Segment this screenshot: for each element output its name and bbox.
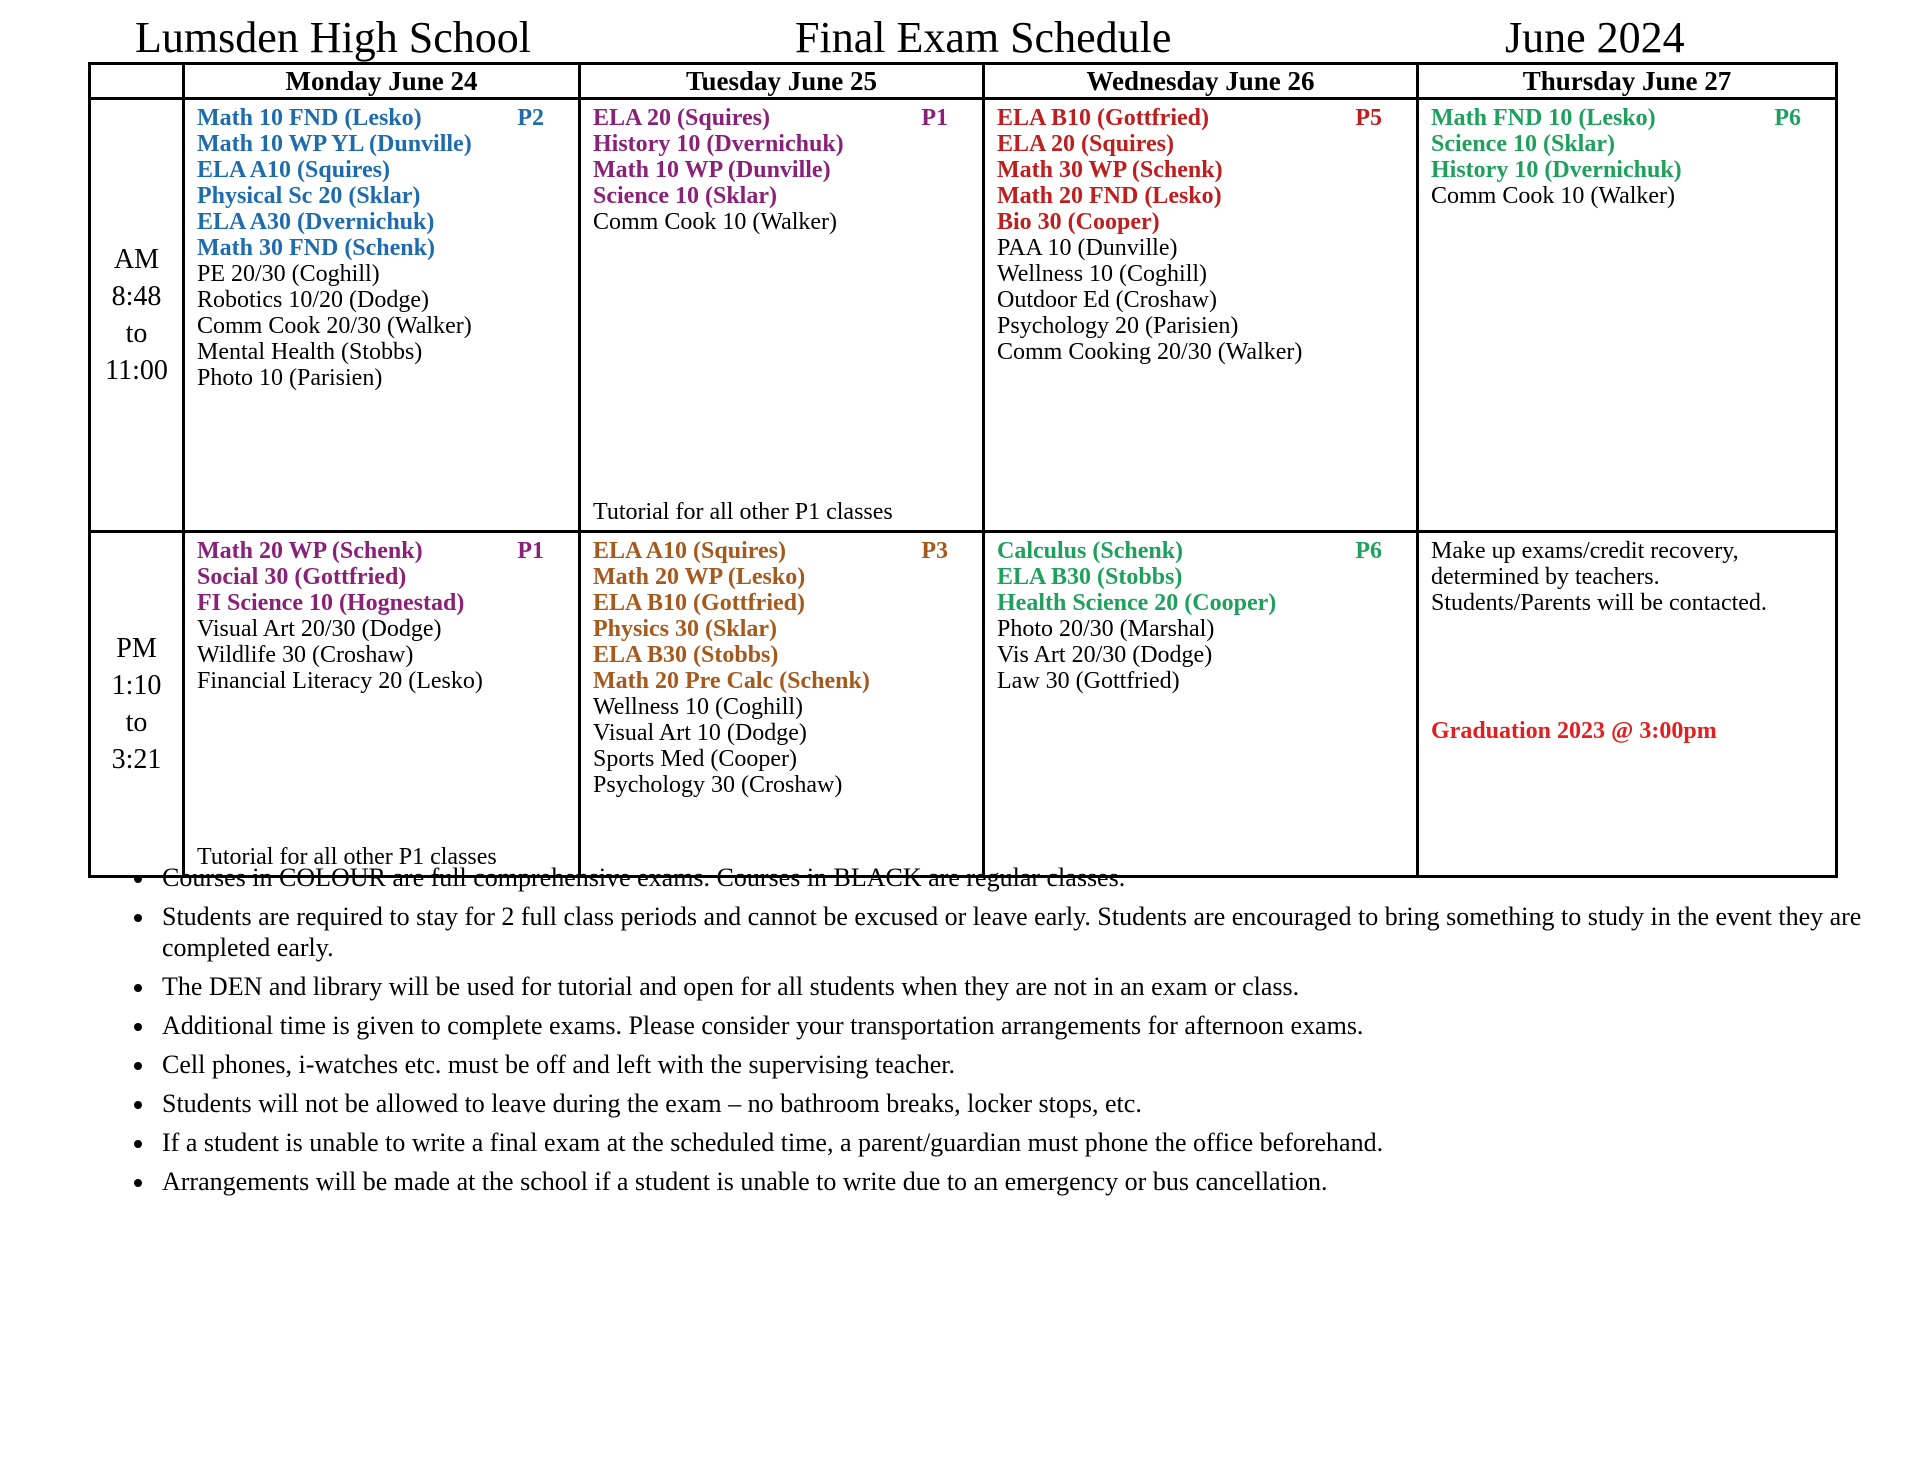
day-cell xyxy=(984,99,1418,532)
time-label xyxy=(90,532,184,877)
time-label-line: to xyxy=(125,318,148,349)
course-line xyxy=(997,261,1408,287)
course-line xyxy=(997,642,1408,668)
course-text: Comm Cook 20/30 (Walker) xyxy=(197,313,472,339)
course-text: Mental Health (Stobbs) xyxy=(197,339,423,365)
course-line xyxy=(197,538,570,564)
course-line xyxy=(197,157,570,183)
course-text: PE 20/30 (Coghill) xyxy=(197,261,380,287)
course-text: PAA 10 (Dunville) xyxy=(997,235,1178,261)
course-line xyxy=(593,538,974,564)
course-text: Comm Cook 10 (Walker) xyxy=(593,209,838,235)
day-cell xyxy=(1418,532,1837,877)
course-text: Math 20 WP (Lesko) xyxy=(593,564,806,590)
day-header-monday: Monday June 24 xyxy=(184,64,580,99)
corner-cell xyxy=(90,64,184,99)
course-line xyxy=(1431,105,1827,131)
course-text: Comm Cooking 20/30 (Walker) xyxy=(997,339,1303,365)
course-line xyxy=(593,209,974,235)
course-text: Calculus (Schenk) xyxy=(997,538,1184,564)
course-text: Visual Art 10 (Dodge) xyxy=(593,720,807,746)
day-cell xyxy=(580,99,984,532)
course-line xyxy=(197,287,570,313)
course-text: Photo 20/30 (Marshal) xyxy=(997,616,1215,642)
time-label-line: PM xyxy=(116,633,157,664)
course-text: ELA B30 (Stobbs) xyxy=(593,642,779,668)
course-text: ELA A30 (Dvernichuk) xyxy=(197,209,435,235)
tutorial-note: Tutorial for all other P1 classes xyxy=(593,499,893,525)
time-label-line: 1:10 xyxy=(111,670,162,701)
day-cell xyxy=(984,532,1418,877)
course-text: Visual Art 20/30 (Dodge) xyxy=(197,616,442,642)
course-line xyxy=(197,365,570,391)
course-text: ELA A10 (Squires) xyxy=(197,157,390,183)
course-text: determined by teachers. xyxy=(1431,564,1660,590)
notes-list xyxy=(104,862,1916,1205)
school-name: Lumsden High School xyxy=(135,13,531,62)
course-line xyxy=(593,642,974,668)
course-text: Vis Art 20/30 (Dodge) xyxy=(997,642,1213,668)
course-line xyxy=(593,746,974,772)
course-text: Sports Med (Cooper) xyxy=(593,746,797,772)
course-line xyxy=(1431,538,1827,564)
graduation-note: Graduation 2023 @ 3:00pm xyxy=(1431,718,1717,744)
note-item: • Students are required to stay for 2 full class periods and cannot be excused or leave early. Students are encouraged to bring something to study in the event they are completed early. xyxy=(156,901,1916,963)
course-line xyxy=(197,313,570,339)
course-line xyxy=(997,105,1408,131)
course-text: Math 10 FND (Lesko) xyxy=(197,105,422,131)
exam-schedule-table xyxy=(88,62,1838,878)
course-line xyxy=(997,157,1408,183)
course-line xyxy=(997,339,1408,365)
course-line xyxy=(593,590,974,616)
course-line xyxy=(997,590,1408,616)
course-text: ELA B10 (Gottfried) xyxy=(997,105,1209,131)
course-line xyxy=(197,590,570,616)
course-line xyxy=(593,564,974,590)
course-text: Financial Literacy 20 (Lesko) xyxy=(197,668,483,694)
schedule-date: June 2024 xyxy=(1505,13,1685,62)
course-line xyxy=(997,183,1408,209)
course-line xyxy=(197,668,570,694)
time-label-line: 3:21 xyxy=(111,744,162,775)
course-text: ELA 20 (Squires) xyxy=(593,105,770,131)
course-line xyxy=(1431,183,1827,209)
course-text: Students/Parents will be contacted. xyxy=(1431,590,1767,616)
course-line xyxy=(197,131,570,157)
period-label: P1 xyxy=(921,105,948,131)
note-item: • If a student is unable to write a final exam at the scheduled time, a parent/guardian must phone the office beforehand. xyxy=(156,1127,1916,1158)
document-title: Final Exam Schedule xyxy=(795,13,1172,62)
course-text: Math 20 Pre Calc (Schenk) xyxy=(593,668,870,694)
course-text: Health Science 20 (Cooper) xyxy=(997,590,1277,616)
day-header-tuesday: Tuesday June 25 xyxy=(580,64,984,99)
day-header-thursday: Thursday June 27 xyxy=(1418,64,1837,99)
time-label-line: to xyxy=(125,707,148,738)
table-header-row xyxy=(90,64,1837,99)
pm-row xyxy=(90,532,1837,877)
time-label-line: 11:00 xyxy=(105,355,168,386)
note-item: • Students will not be allowed to leave during the exam – no bathroom breaks, locker stops, etc. xyxy=(156,1088,1916,1119)
note-item: • The DEN and library will be used for tutorial and open for all students when they are not in an exam or class. xyxy=(156,971,1916,1002)
course-text: Physical Sc 20 (Sklar) xyxy=(197,183,421,209)
day-cell xyxy=(1418,99,1837,532)
course-line xyxy=(997,564,1408,590)
course-line xyxy=(997,209,1408,235)
course-line xyxy=(197,209,570,235)
course-text: Wellness 10 (Coghill) xyxy=(997,261,1208,287)
course-line xyxy=(997,616,1408,642)
course-text: ELA A10 (Squires) xyxy=(593,538,786,564)
course-line xyxy=(593,131,974,157)
period-label: P3 xyxy=(921,538,948,564)
period-label: P6 xyxy=(1774,105,1801,131)
course-text: Comm Cook 10 (Walker) xyxy=(1431,183,1676,209)
period-label: P2 xyxy=(517,105,544,131)
course-line xyxy=(593,105,974,131)
tutorial-note: Tutorial for all other P1 classes xyxy=(197,844,497,870)
course-line xyxy=(593,668,974,694)
course-line xyxy=(197,183,570,209)
course-line xyxy=(197,339,570,365)
course-text: ELA B10 (Gottfried) xyxy=(593,590,805,616)
course-line xyxy=(1431,131,1827,157)
course-line xyxy=(997,287,1408,313)
course-text: History 10 (Dvernichuk) xyxy=(593,131,844,157)
course-line xyxy=(197,235,570,261)
course-text: Make up exams/credit recovery, xyxy=(1431,538,1739,564)
course-line xyxy=(1431,564,1827,590)
course-text: ELA 20 (Squires) xyxy=(997,131,1174,157)
course-text: Math 10 WP YL (Dunville) xyxy=(197,131,472,157)
course-line xyxy=(997,538,1408,564)
day-header-wednesday: Wednesday June 26 xyxy=(984,64,1418,99)
course-text: Math 20 WP (Schenk) xyxy=(197,538,423,564)
course-line xyxy=(593,720,974,746)
course-text: Robotics 10/20 (Dodge) xyxy=(197,287,429,313)
course-line xyxy=(197,261,570,287)
course-text: Outdoor Ed (Croshaw) xyxy=(997,287,1217,313)
title-bar xyxy=(0,12,1920,62)
day-cell xyxy=(184,99,580,532)
course-line xyxy=(593,616,974,642)
course-line xyxy=(593,772,974,798)
course-text: History 10 (Dvernichuk) xyxy=(1431,157,1682,183)
course-line xyxy=(593,157,974,183)
course-line xyxy=(593,694,974,720)
course-line xyxy=(997,235,1408,261)
course-text: Law 30 (Gottfried) xyxy=(997,668,1180,694)
course-text: Math 20 FND (Lesko) xyxy=(997,183,1222,209)
note-item: • Arrangements will be made at the school if a student is unable to write due to an emergency or bus cancellation. xyxy=(156,1166,1916,1197)
course-text: Science 10 (Sklar) xyxy=(593,183,777,209)
course-text: Math 10 WP (Dunville) xyxy=(593,157,831,183)
course-text: Physics 30 (Sklar) xyxy=(593,616,778,642)
course-text: FI Science 10 (Hognestad) xyxy=(197,590,465,616)
course-line xyxy=(197,642,570,668)
time-label-line: AM xyxy=(113,244,160,275)
note-item: • Courses in COLOUR are full comprehensive exams. Courses in BLACK are regular classes. xyxy=(156,862,1916,893)
course-line xyxy=(1431,590,1827,616)
course-text: Social 30 (Gottfried) xyxy=(197,564,407,590)
course-text: Math 30 WP (Schenk) xyxy=(997,157,1223,183)
course-text: Photo 10 (Parisien) xyxy=(197,365,383,391)
note-item: • Additional time is given to complete exams. Please consider your transportation arrangements for afternoon exams. xyxy=(156,1010,1916,1041)
course-line xyxy=(197,564,570,590)
course-text: Psychology 30 (Croshaw) xyxy=(593,772,843,798)
course-text: Science 10 (Sklar) xyxy=(1431,131,1615,157)
course-text: Math 30 FND (Schenk) xyxy=(197,235,435,261)
course-line xyxy=(197,105,570,131)
day-cell xyxy=(580,532,984,877)
period-label: P1 xyxy=(517,538,544,564)
course-text: Wildlife 30 (Croshaw) xyxy=(197,642,414,668)
time-label-line: 8:48 xyxy=(111,281,162,312)
course-line xyxy=(997,668,1408,694)
period-label: P6 xyxy=(1355,538,1382,564)
course-text: Bio 30 (Cooper) xyxy=(997,209,1160,235)
course-text: Math FND 10 (Lesko) xyxy=(1431,105,1656,131)
course-line xyxy=(997,131,1408,157)
schedule-body xyxy=(90,99,1837,877)
period-label: P5 xyxy=(1355,105,1382,131)
time-label xyxy=(90,99,184,532)
course-line xyxy=(593,183,974,209)
course-line xyxy=(1431,157,1827,183)
am-row xyxy=(90,99,1837,532)
course-text: Wellness 10 (Coghill) xyxy=(593,694,804,720)
course-line xyxy=(997,313,1408,339)
course-text: ELA B30 (Stobbs) xyxy=(997,564,1183,590)
course-line xyxy=(197,616,570,642)
course-text: Psychology 20 (Parisien) xyxy=(997,313,1239,339)
note-item: • Cell phones, i-watches etc. must be off and left with the supervising teacher. xyxy=(156,1049,1916,1080)
day-cell xyxy=(184,532,580,877)
